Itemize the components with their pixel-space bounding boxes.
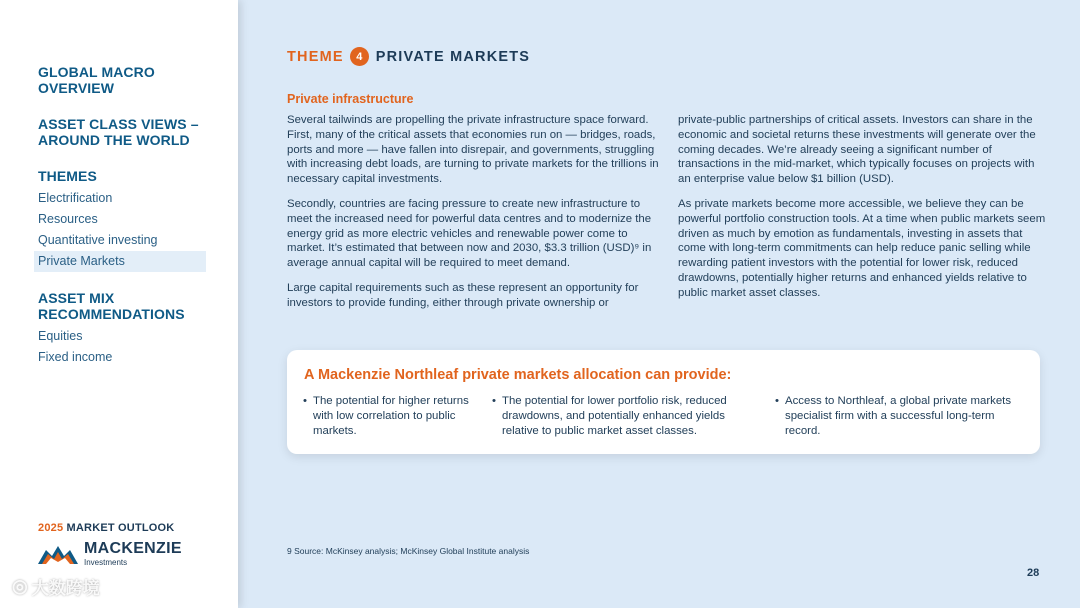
nav-asset-class-views[interactable]: ASSET CLASS VIEWS – AROUND THE WORLD xyxy=(38,116,199,148)
theme-number-badge: 4 xyxy=(350,47,369,66)
theme-word: THEME xyxy=(287,48,344,65)
callout-bullet xyxy=(775,394,1015,438)
mackenzie-logo-icon xyxy=(38,542,78,566)
bullet-icon: • xyxy=(303,395,307,407)
nav-global-macro[interactable]: GLOBAL MACRO OVERVIEW xyxy=(38,64,155,96)
nav-item-equities[interactable]: Equities xyxy=(38,329,83,343)
sidebar xyxy=(0,0,238,608)
outlook-year: 2025 xyxy=(38,522,64,534)
bullet-text: The potential for lower portfolio risk, reduced drawdowns, and potentially enhanced yields relative to public market asset classes. xyxy=(502,395,727,437)
paragraph: As private markets become more accessible, we believe they can be powerful portfolio construction tools. At a time when public markets seem driven as much by emotion as fundamentals, investing in assets that come with long-term commitments can help reduce panic selling while rewarding patient investors with the potential for lower risk, reduced drawdowns, potentially higher returns and enhanced yields relative to public market asset classes. xyxy=(678,197,1046,299)
side-nav xyxy=(38,64,208,368)
page-number: 28 xyxy=(1027,567,1040,579)
callout-bullet xyxy=(303,394,483,438)
watermark-icon: ◎ xyxy=(12,576,28,596)
text-column-left xyxy=(287,113,659,321)
nav-item-resources[interactable]: Resources xyxy=(38,212,98,226)
watermark xyxy=(12,574,100,599)
nav-item-quantitative-investing[interactable]: Quantitative investing xyxy=(38,233,158,247)
paragraph: Large capital requirements such as these represent an opportunity for investors to provide funding, either through private ownership or xyxy=(287,281,639,309)
bullet-icon: • xyxy=(775,395,779,407)
paragraph: Secondly, countries are facing pressure to create new infrastructure to meet the increased need for powerful data centres and to modernize the energy grid as more electric vehicles and renewable power come to market. It’s estimated that between now and 2030, $3.3 trillion (USD)⁹ in average annual capital will be required to meet demand. xyxy=(287,197,652,270)
nav-asset-mix[interactable]: ASSET MIX RECOMMENDATIONS xyxy=(38,290,185,322)
nav-themes[interactable]: THEMES xyxy=(38,168,97,184)
bullet-text: The potential for higher returns with low correlation to public markets. xyxy=(313,395,469,437)
theme-title: PRIVATE MARKETS xyxy=(375,48,531,65)
mackenzie-logo xyxy=(38,541,182,567)
callout-title: A Mackenzie Northleaf private markets allocation can provide: xyxy=(304,367,732,383)
callout-bullet xyxy=(492,394,752,438)
logo-name: MACKENZIE xyxy=(84,540,182,557)
outlook-text: MARKET OUTLOOK xyxy=(63,522,175,534)
bullet-icon: • xyxy=(492,395,496,407)
nav-item-private-markets[interactable]: Private Markets xyxy=(34,251,206,272)
logo-subtitle: Investments xyxy=(84,558,128,567)
nav-item-electrification[interactable]: Electrification xyxy=(38,191,113,205)
paragraph: Several tailwinds are propelling the private infrastructure space forward. First, many of the critical assets that economies run on — bridges, roads, ports and more — have fallen into disrepair, and governments, struggling with increasing debt loads, are turning to private markets for the trillions in necessary capital investments. xyxy=(287,114,659,186)
callout-box xyxy=(287,350,1040,454)
paragraph: private-public partnerships of critical assets. Investors can share in the economic and societal returns these investments will generate over the coming decades. We’re already seeing a significant number of transactions in the mid-market, which typically focuses on projects with an enterprise value below $1 billion (USD). xyxy=(678,114,1036,186)
nav-item-fixed-income[interactable]: Fixed income xyxy=(38,350,113,364)
section-subheading: Private infrastructure xyxy=(287,92,414,106)
bullet-text: Access to Northleaf, a global private markets specialist firm with a successful long-term record. xyxy=(785,395,1012,437)
watermark-text: 大数跨境 xyxy=(31,579,100,598)
text-column-right xyxy=(678,113,1050,311)
footnote: 9 Source: McKinsey analysis; McKinsey Global Institute analysis xyxy=(287,546,530,556)
market-outlook-label xyxy=(38,522,174,534)
theme-header xyxy=(287,47,530,66)
